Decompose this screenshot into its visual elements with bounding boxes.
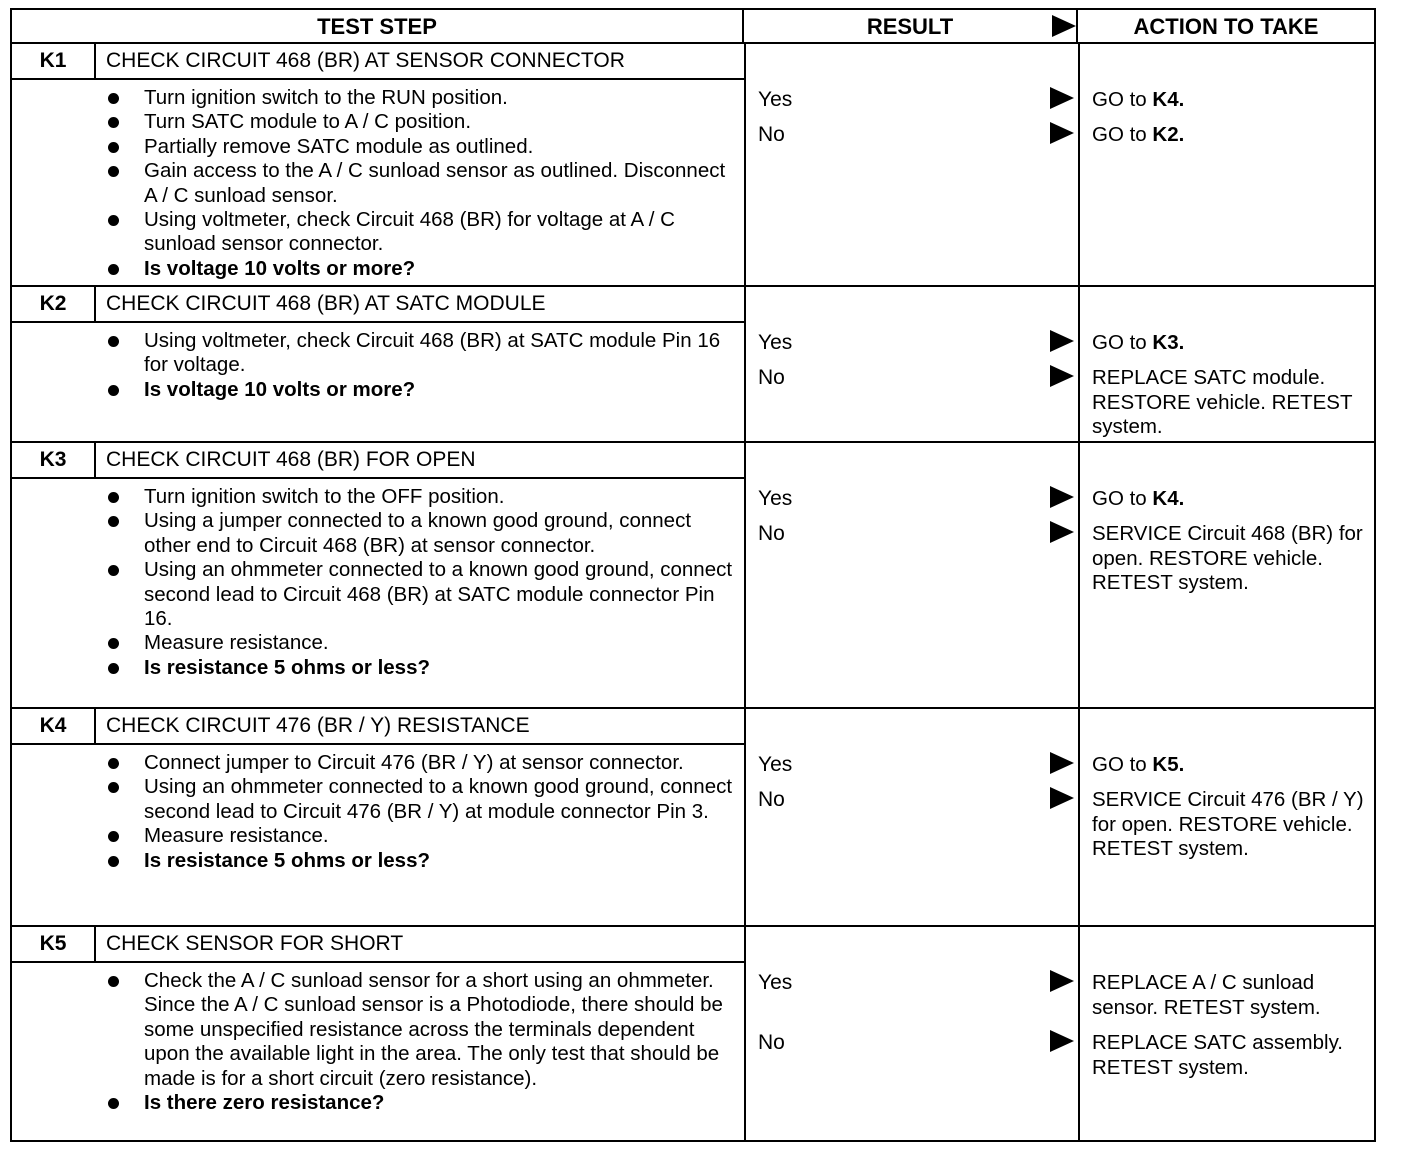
- action-step-ref: K4.: [1152, 88, 1185, 111]
- arrow-right-icon: [1050, 330, 1074, 352]
- bullet-icon: [108, 385, 119, 396]
- bullet-icon: [108, 215, 119, 226]
- result-label: No: [758, 1031, 785, 1054]
- result-label: No: [758, 788, 785, 811]
- result-label: No: [758, 522, 785, 545]
- test-step-k1: [12, 44, 1374, 287]
- action-divider: [1078, 44, 1080, 285]
- step-instructions: [106, 86, 736, 281]
- bullet-icon: [108, 516, 119, 527]
- step-title: CHECK CIRCUIT 468 (BR) AT SATC MODULE: [106, 292, 546, 315]
- result-label: Yes: [758, 487, 793, 510]
- action-divider: [1078, 443, 1080, 707]
- instruction-text: Turn ignition switch to the RUN position.: [144, 86, 508, 109]
- bullet-icon: [108, 336, 119, 347]
- instruction-item: [106, 631, 736, 655]
- action-text: [1092, 487, 1374, 512]
- arrow-right-icon: [1050, 970, 1074, 992]
- instruction-text: Using a jumper connected to a known good ground, connect other end to Circuit 468 (BR) at sensor connector.: [144, 509, 692, 557]
- diagnostic-table: [10, 8, 1376, 1142]
- action-step-ref: K3.: [1152, 331, 1185, 354]
- question-item: [106, 378, 736, 402]
- instruction-text: Partially remove SATC module as outlined.: [144, 134, 534, 158]
- action-divider: [1078, 287, 1080, 441]
- action-text: [1092, 1031, 1374, 1080]
- instruction-text: Gain access to the A / C sunload sensor as outlined. Disconnect A / C sunload sensor.: [144, 159, 726, 207]
- step-title: CHECK SENSOR FOR SHORT: [106, 932, 404, 955]
- instruction-item: [106, 509, 736, 558]
- instruction-item: [106, 558, 736, 631]
- arrow-right-icon: [1050, 122, 1074, 144]
- instruction-item: [106, 824, 736, 848]
- instruction-text: Using voltmeter, check Circuit 468 (BR) at SATC module Pin 16 for voltage.: [144, 329, 721, 377]
- bullet-icon: [108, 663, 119, 674]
- test-step-k3: [12, 443, 1374, 709]
- instruction-item: [106, 329, 736, 378]
- action-prefix: SERVICE Circuit 468 (BR) for open. RESTORE vehicle. RETEST system.: [1092, 522, 1363, 594]
- step-instructions: [106, 485, 736, 680]
- bullet-icon: [108, 117, 119, 128]
- test-step-k5: [12, 927, 1374, 1140]
- instruction-text: Check the A / C sunload sensor for a short using an ohmmeter. Since the A / C sunload sensor is a Photodiode, there should be some unspecified resistance across the terminals dependent upon the available light in the area. The only test that should be made is for a short circuit (zero resistance).: [144, 969, 723, 1090]
- question-text: Is resistance 5 ohms or less?: [144, 848, 430, 872]
- action-text: [1092, 331, 1374, 356]
- action-text: [1092, 971, 1374, 1020]
- bullet-icon: [108, 565, 119, 576]
- question-item: [106, 656, 736, 680]
- action-text: [1092, 753, 1374, 778]
- action-prefix: GO to: [1092, 88, 1153, 111]
- action-step-ref: K5.: [1152, 753, 1185, 776]
- test-step-k2: [12, 287, 1374, 443]
- step-header: [12, 709, 744, 745]
- step-id: K5: [12, 927, 96, 961]
- bullet-icon: [108, 264, 119, 275]
- bullet-icon: [108, 142, 119, 153]
- action-step-ref: K2.: [1152, 123, 1185, 146]
- result-label: Yes: [758, 753, 793, 776]
- instruction-item: [106, 775, 736, 824]
- action-text: [1092, 788, 1374, 862]
- question-text: Is voltage 10 volts or more?: [144, 377, 416, 401]
- step-id: K3: [12, 443, 96, 477]
- step-instructions: [106, 329, 736, 402]
- action-prefix: GO to: [1092, 487, 1153, 510]
- instruction-text: Measure resistance.: [144, 824, 329, 848]
- action-prefix: SERVICE Circuit 476 (BR / Y) for open. RESTORE vehicle. RETEST system.: [1092, 788, 1364, 860]
- step-header: [12, 44, 744, 80]
- action-text: [1092, 88, 1374, 113]
- question-item: [106, 1091, 736, 1115]
- arrow-right-icon: [1050, 787, 1074, 809]
- action-prefix: GO to: [1092, 753, 1153, 776]
- bullet-icon: [108, 1098, 119, 1109]
- step-header: [12, 927, 744, 963]
- bullet-icon: [108, 782, 119, 793]
- instruction-text: Using an ohmmeter connected to a known good ground, connect second lead to Circuit 476 (BR / Y) at module connector Pin 3.: [144, 775, 733, 823]
- instruction-item: [106, 751, 736, 775]
- action-prefix: REPLACE SATC assembly. RETEST system.: [1092, 1031, 1344, 1079]
- action-prefix: GO to: [1092, 123, 1153, 146]
- result-label: No: [758, 123, 785, 146]
- header-arrow-icon: [1052, 15, 1076, 37]
- step-id: K4: [12, 709, 96, 743]
- action-step-ref: K4.: [1152, 487, 1185, 510]
- question-item: [106, 257, 736, 281]
- bullet-icon: [108, 638, 119, 649]
- bullet-icon: [108, 831, 119, 842]
- step-id: K1: [12, 44, 96, 78]
- bullet-icon: [108, 166, 119, 177]
- instruction-text: Turn ignition switch to the OFF position.: [144, 485, 505, 508]
- result-label: Yes: [758, 88, 793, 111]
- bullet-icon: [108, 492, 119, 503]
- bullet-icon: [108, 93, 119, 104]
- result-label: No: [758, 366, 785, 389]
- step-instructions: [106, 751, 736, 873]
- instruction-item: [106, 86, 736, 110]
- bullet-icon: [108, 856, 119, 867]
- bullet-icon: [108, 758, 119, 769]
- arrow-right-icon: [1050, 486, 1074, 508]
- step-title: CHECK CIRCUIT 468 (BR) FOR OPEN: [106, 448, 476, 471]
- instruction-item: [106, 208, 736, 257]
- bullet-icon: [108, 976, 119, 987]
- action-text: [1092, 366, 1374, 440]
- arrow-right-icon: [1050, 87, 1074, 109]
- step-instructions: [106, 969, 736, 1115]
- instruction-item: [106, 485, 736, 509]
- step-header: [12, 287, 744, 323]
- question-text: Is there zero resistance?: [144, 1091, 385, 1115]
- arrow-right-icon: [1050, 521, 1074, 543]
- action-prefix: GO to: [1092, 331, 1153, 354]
- action-prefix: REPLACE A / C sunload sensor. RETEST system.: [1092, 971, 1321, 1019]
- header-result: RESULT: [744, 10, 1078, 44]
- header-action: ACTION TO TAKE: [1078, 10, 1374, 44]
- instruction-item: [106, 110, 736, 134]
- question-item: [106, 849, 736, 873]
- result-label: Yes: [758, 331, 793, 354]
- action-text: [1092, 522, 1374, 596]
- instruction-text: Measure resistance.: [144, 631, 329, 655]
- step-title: CHECK CIRCUIT 476 (BR / Y) RESISTANCE: [106, 714, 530, 737]
- instruction-text: Turn SATC module to A / C position.: [144, 110, 472, 134]
- action-prefix: REPLACE SATC module. RESTORE vehicle. RETEST system.: [1092, 366, 1353, 438]
- action-divider: [1078, 927, 1080, 1140]
- step-header: [12, 443, 744, 479]
- instruction-text: Connect jumper to Circuit 476 (BR / Y) at sensor connector.: [144, 751, 684, 774]
- instruction-text: Using voltmeter, check Circuit 468 (BR) for voltage at A / C sunload sensor connector.: [144, 208, 675, 256]
- step-id: K2: [12, 287, 96, 321]
- action-text: [1092, 123, 1374, 148]
- result-label: Yes: [758, 971, 793, 994]
- arrow-right-icon: [1050, 365, 1074, 387]
- header-test-step: TEST STEP: [12, 10, 744, 44]
- instruction-item: [106, 159, 736, 208]
- question-text: Is voltage 10 volts or more?: [144, 256, 416, 280]
- arrow-right-icon: [1050, 1030, 1074, 1052]
- action-divider: [1078, 709, 1080, 925]
- step-title: CHECK CIRCUIT 468 (BR) AT SENSOR CONNECTOR: [106, 49, 625, 72]
- instruction-item: [106, 969, 736, 1091]
- instruction-item: [106, 135, 736, 159]
- test-step-k4: [12, 709, 1374, 927]
- arrow-right-icon: [1050, 752, 1074, 774]
- question-text: Is resistance 5 ohms or less?: [144, 655, 430, 679]
- instruction-text: Using an ohmmeter connected to a known good ground, connect second lead to Circuit 468 (BR) at SATC module connector Pin 16.: [144, 558, 733, 631]
